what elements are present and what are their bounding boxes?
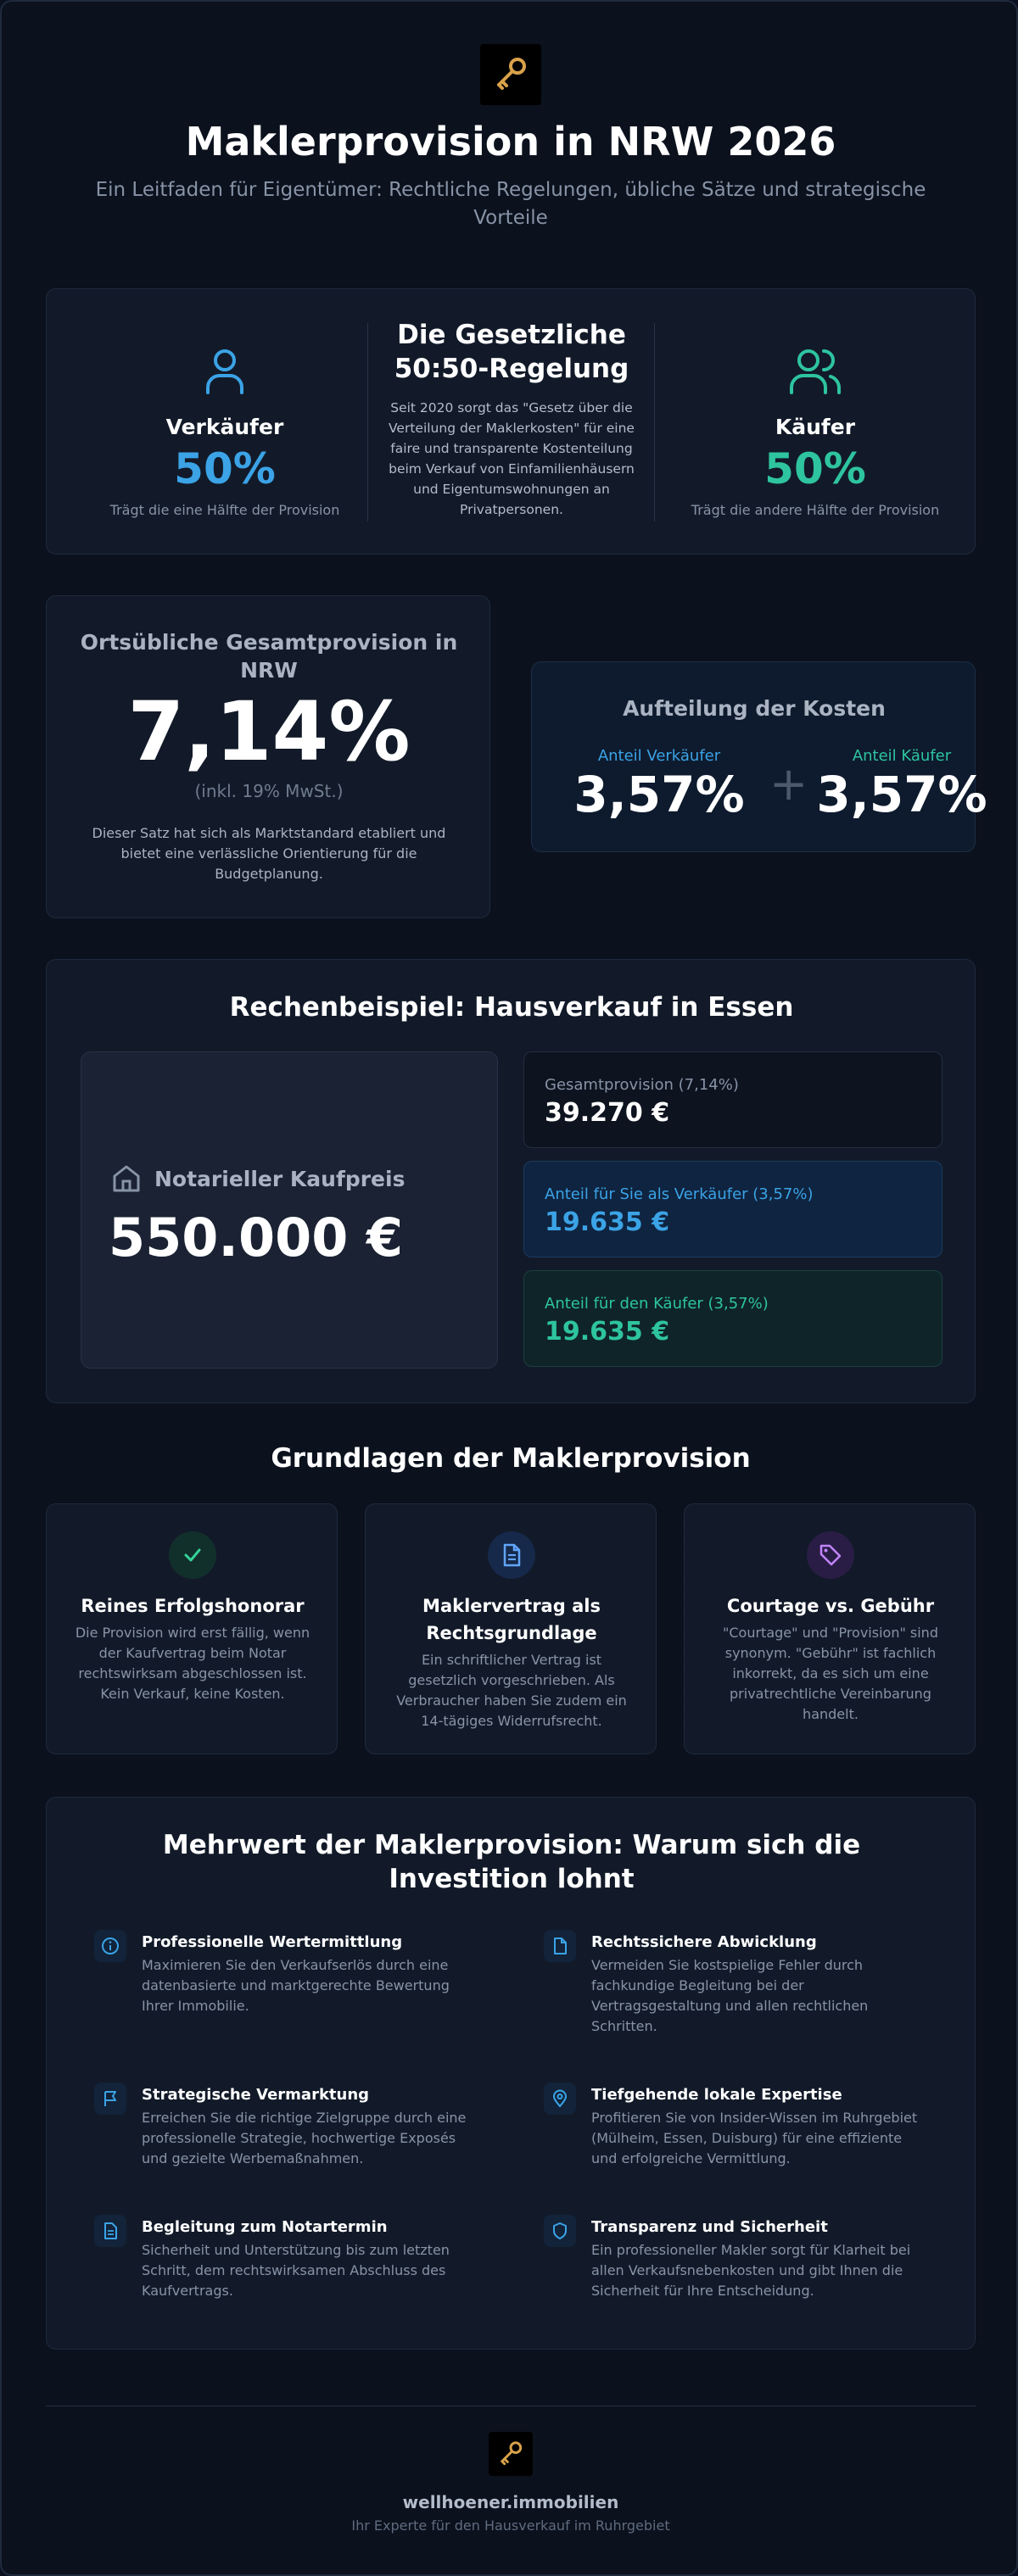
basic-desc: "Courtage" und "Provision" sind synonym. "Gebühr" ist fachlich inkorrekt, da es sich um eine privatrechtliche Vereinbarung handelt. xyxy=(723,1625,938,1722)
value-item-desc: Vermeiden Sie kostspielige Fehler durch fachkundige Begleitung bei der Vertragsgestaltung und allen rechtlichen Schritten. xyxy=(591,1957,869,2034)
split-card xyxy=(46,288,976,555)
seller-share-label: Anteil für Sie als Verkäufer (3,57%) xyxy=(545,1185,814,1203)
file-icon xyxy=(551,1937,569,1955)
value-item-desc: Ein professioneller Makler sorgt für Klarheit bei allen Verkaufsnebenkosten und gibt Ihnen die Sicherheit für Ihre Entscheidung. xyxy=(591,2242,911,2299)
total-title: Ortsübliche Gesamtprovision in NRW xyxy=(80,630,458,683)
footer-tagline: Ihr Experte für den Hausverkauf im Ruhrgebiet xyxy=(351,2517,670,2534)
value-item-title: Transparenz und Sicherheit xyxy=(591,2218,828,2236)
commission-total-value: 39.270 € xyxy=(545,1098,670,1128)
commission-total-label: Gesamtprovision (7,14%) xyxy=(545,1076,739,1094)
commission-total-box xyxy=(523,1051,942,1148)
total-commission-card xyxy=(46,595,490,918)
plus-sign: + xyxy=(769,757,808,811)
value-item-title: Tiefgehende lokale Expertise xyxy=(591,2086,842,2104)
basic-card-success-fee xyxy=(46,1503,338,1754)
value-item-title: Strategische Vermarktung xyxy=(142,2086,370,2104)
info-icon xyxy=(101,1937,120,1955)
key-icon xyxy=(495,2438,527,2470)
purchase-price-label: Notarieller Kaufpreis xyxy=(154,1166,406,1191)
example-card xyxy=(46,959,976,1403)
basic-title: Reines Erfolgshonorar xyxy=(81,1596,305,1616)
footer-brand: wellhoener.immobilien xyxy=(402,2492,619,2512)
flag-icon xyxy=(101,2089,120,2108)
buyer-share-value: 19.635 € xyxy=(545,1317,670,1347)
basic-desc: Ein schriftlicher Vertrag ist gesetzlich vorgeschrieben. Als Verbraucher haben Sie zudem ein 14-tägiges Widerrufsrecht. xyxy=(396,1652,627,1729)
page-title: Maklerprovision in NRW 2026 xyxy=(185,119,836,164)
seller-share-box xyxy=(523,1161,942,1257)
shield-icon xyxy=(551,2222,569,2240)
rule-title: Die Gesetzliche 50:50-Regelung xyxy=(394,320,629,384)
user-icon xyxy=(201,345,249,396)
value-item-desc: Sicherheit und Unterstützung bis zum letzten Schritt, dem rechtswirksamen Abschluss des Kaufvertrags. xyxy=(142,2242,450,2299)
value-item-desc: Maximieren Sie den Verkaufserlös durch eine datenbasierte und marktgerechte Bewertung Ihrer Immobilie. xyxy=(142,1957,450,2014)
value-card xyxy=(46,1797,976,2350)
map-pin-icon xyxy=(551,2089,569,2108)
buyer-share-label: Anteil für den Käufer (3,57%) xyxy=(545,1295,769,1313)
buyer-percent: 50% xyxy=(764,444,866,493)
seller-column xyxy=(81,337,369,518)
basic-title: Maklervertrag als Rechtsgrundlage xyxy=(422,1596,601,1643)
example-title: Rechenbeispiel: Hausverkauf in Essen xyxy=(229,992,794,1023)
buyer-desc: Trägt die andere Hälfte der Provision xyxy=(691,502,940,518)
basic-card-contract xyxy=(365,1503,657,1754)
cost-split-card xyxy=(531,661,987,852)
value-item-title: Rechtssichere Abwicklung xyxy=(591,1933,817,1951)
divider xyxy=(654,323,655,521)
seller-label: Verkäufer xyxy=(165,415,284,439)
check-icon xyxy=(182,1544,204,1566)
footer-logo xyxy=(489,2432,533,2476)
divider xyxy=(367,323,368,521)
file-text-icon xyxy=(101,2222,120,2240)
basics-title: Grundlagen der Maklerprovision xyxy=(271,1443,751,1474)
rule-text: Seit 2020 sorgt das "Gesetz über die Verteilung der Maklerkosten" für eine faire und transparente Kostenteilung beim Verkauf von Einfamilienhäusern und Eigentumswohnungen an Privatpersonen. xyxy=(389,400,635,517)
basic-card-courtage xyxy=(684,1503,976,1754)
costs-buyer-value: 3,57% xyxy=(816,766,987,823)
value-item-desc: Erreichen Sie die richtige Zielgruppe durch eine professionelle Strategie, hochwertige Exposés und gezielte Werbemaßnahmen. xyxy=(142,2110,467,2166)
value-title: Mehrwert der Maklerprovision: Warum sich die Investition lohnt xyxy=(162,1830,861,1894)
key-icon xyxy=(489,53,533,97)
users-icon xyxy=(786,345,844,396)
seller-percent: 50% xyxy=(174,444,276,493)
document-icon xyxy=(501,1543,523,1567)
value-item-desc: Profitieren Sie von Insider-Wissen im Ruhrgebiet (Mülheim, Essen, Duisburg) für eine effiziente und erfolgreiche Vermittlung. xyxy=(591,2110,918,2166)
total-value: 7,14% xyxy=(127,684,411,779)
purchase-price-box xyxy=(81,1051,498,1369)
header-logo xyxy=(480,44,541,105)
buyer-column xyxy=(671,337,959,518)
seller-share-value: 19.635 € xyxy=(545,1207,670,1237)
house-icon xyxy=(110,1163,143,1195)
costs-seller-label: Anteil Verkäufer xyxy=(597,747,721,765)
tag-icon xyxy=(819,1543,842,1567)
purchase-price-value: 550.000 € xyxy=(109,1207,404,1268)
basic-title: Courtage vs. Gebühr xyxy=(726,1596,935,1616)
basic-desc: Die Provision wird erst fällig, wenn der Kaufvertrag beim Notar rechtswirksam abgeschlossen ist. Kein Verkauf, keine Kosten. xyxy=(75,1625,310,1702)
total-desc: Dieser Satz hat sich als Marktstandard etabliert und bietet eine verlässliche Orientierung für die Budgetplanung. xyxy=(92,825,446,882)
costs-title: Aufteilung der Kosten xyxy=(623,696,886,721)
buyer-share-box xyxy=(523,1270,942,1367)
value-item-title: Begleitung zum Notartermin xyxy=(142,2218,388,2236)
buyer-label: Käufer xyxy=(775,415,856,439)
seller-desc: Trägt die eine Hälfte der Provision xyxy=(109,502,340,518)
value-item-title: Professionelle Wertermittlung xyxy=(142,1933,403,1951)
costs-buyer-label: Anteil Käufer xyxy=(852,747,952,765)
total-vat: (inkl. 19% MwSt.) xyxy=(194,781,344,801)
costs-seller-value: 3,57% xyxy=(573,766,745,823)
page-subtitle: Ein Leitfaden für Eigentümer: Rechtliche Regelungen, übliche Sätze und strategische Vorteile xyxy=(95,179,926,229)
